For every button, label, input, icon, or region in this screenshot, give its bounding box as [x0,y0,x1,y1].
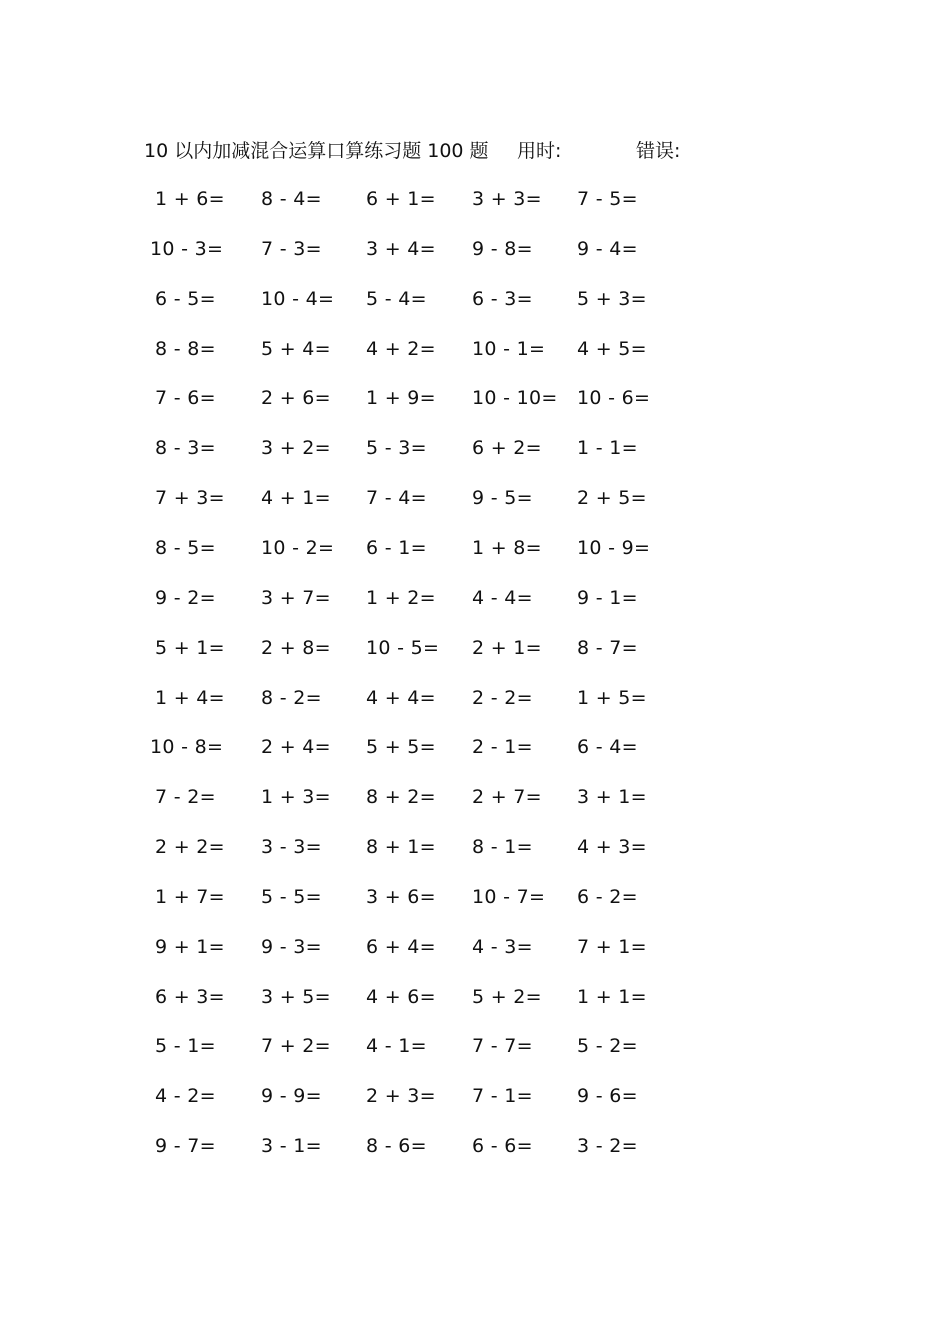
arithmetic-problem: 3 - 1= [261,1135,322,1158]
arithmetic-problem: 2 + 7= [472,786,542,809]
arithmetic-problem: 10 - 9= [577,536,651,559]
arithmetic-problem: 2 + 6= [261,387,331,410]
arithmetic-problem: 2 + 8= [261,636,331,659]
arithmetic-problem: 4 + 5= [577,337,647,360]
arithmetic-problem: 4 + 4= [366,686,436,709]
arithmetic-problem: 5 + 5= [366,736,436,759]
arithmetic-problem: 6 + 1= [366,188,436,210]
arithmetic-problem: 6 - 4= [577,736,638,759]
arithmetic-problem: 3 - 3= [261,836,322,859]
arithmetic-problem: 9 - 5= [472,487,533,510]
arithmetic-problem: 1 + 2= [366,586,436,609]
arithmetic-problem: 6 + 2= [472,437,542,460]
arithmetic-problem: 2 + 3= [366,1085,436,1108]
arithmetic-problem: 5 - 3= [366,437,427,460]
arithmetic-problem: 1 + 6= [155,188,225,210]
arithmetic-problem: 4 + 2= [366,337,436,360]
arithmetic-problem: 10 - 1= [472,337,546,360]
arithmetic-problem: 5 - 5= [261,885,322,908]
arithmetic-problem: 3 + 3= [472,188,542,210]
arithmetic-problem: 4 + 3= [577,836,647,859]
arithmetic-problem: 6 - 3= [472,287,533,310]
arithmetic-problem: 3 + 5= [261,985,331,1008]
arithmetic-problem: 3 + 7= [261,586,331,609]
arithmetic-problem: 9 - 4= [577,237,638,260]
arithmetic-problem: 7 - 5= [577,188,638,210]
arithmetic-problem: 6 + 4= [366,935,436,958]
arithmetic-problem: 8 - 6= [366,1135,427,1158]
arithmetic-problem: 10 - 3= [150,237,224,260]
arithmetic-problem: 9 - 3= [261,935,322,958]
arithmetic-problem: 1 + 4= [155,686,225,709]
arithmetic-problem: 9 + 1= [155,935,225,958]
arithmetic-problem: 7 - 7= [472,1035,533,1058]
arithmetic-problem: 3 + 4= [366,237,436,260]
arithmetic-problem: 5 - 2= [577,1035,638,1058]
arithmetic-problem: 7 + 1= [577,935,647,958]
time-used-label: 用时: [517,140,562,162]
arithmetic-problem: 2 + 1= [472,636,542,659]
arithmetic-problem: 9 - 2= [155,586,216,609]
arithmetic-problem: 7 - 3= [261,237,322,260]
arithmetic-problem: 5 + 4= [261,337,331,360]
arithmetic-problem: 9 - 1= [577,586,638,609]
arithmetic-problem: 1 + 8= [472,536,542,559]
arithmetic-problem: 10 - 2= [261,536,335,559]
arithmetic-problem: 2 + 2= [155,836,225,859]
arithmetic-problem: 7 - 6= [155,387,216,410]
arithmetic-problem: 3 + 2= [261,437,331,460]
arithmetic-problem: 5 - 1= [155,1035,216,1058]
arithmetic-problem: 2 - 1= [472,736,533,759]
arithmetic-problem: 8 - 1= [472,836,533,859]
arithmetic-problem: 8 - 7= [577,636,638,659]
arithmetic-problem: 1 + 5= [577,686,647,709]
arithmetic-problem: 1 + 1= [577,985,647,1008]
arithmetic-problem: 6 - 5= [155,287,216,310]
arithmetic-problem: 10 - 10= [472,387,558,410]
arithmetic-problem: 7 - 2= [155,786,216,809]
arithmetic-problem: 8 - 4= [261,188,322,210]
arithmetic-problem: 10 - 5= [366,636,440,659]
arithmetic-problem: 5 + 3= [577,287,647,310]
arithmetic-problem: 4 - 2= [155,1085,216,1108]
arithmetic-problem: 5 - 4= [366,287,427,310]
arithmetic-problem: 10 - 6= [577,387,651,410]
arithmetic-problem: 8 + 2= [366,786,436,809]
arithmetic-problem: 7 - 1= [472,1085,533,1108]
arithmetic-problem: 6 - 1= [366,536,427,559]
arithmetic-problem: 8 - 3= [155,437,216,460]
arithmetic-problem: 4 + 1= [261,487,331,510]
arithmetic-problem: 1 + 7= [155,885,225,908]
arithmetic-problem: 9 - 7= [155,1135,216,1158]
arithmetic-problem: 7 - 4= [366,487,427,510]
arithmetic-problem: 6 - 2= [577,885,638,908]
arithmetic-problem: 1 + 9= [366,387,436,410]
arithmetic-problem: 10 - 8= [150,736,224,759]
arithmetic-problem: 9 - 6= [577,1085,638,1108]
arithmetic-problem: 8 - 2= [261,686,322,709]
arithmetic-problem: 2 - 2= [472,686,533,709]
arithmetic-problem: 9 - 9= [261,1085,322,1108]
arithmetic-problem: 4 + 6= [366,985,436,1008]
arithmetic-problem: 10 - 4= [261,287,335,310]
arithmetic-problem: 7 + 2= [261,1035,331,1058]
arithmetic-problem: 8 - 5= [155,536,216,559]
arithmetic-problem: 4 - 1= [366,1035,427,1058]
errors-label: 错误: [636,140,681,162]
arithmetic-problem: 1 + 3= [261,786,331,809]
arithmetic-problem: 5 + 2= [472,985,542,1008]
arithmetic-problem: 8 - 8= [155,337,216,360]
arithmetic-problem: 8 + 1= [366,836,436,859]
arithmetic-problem: 6 - 6= [472,1135,533,1158]
worksheet-title: 10 以内加减混合运算口算练习题 100 题 [144,140,489,162]
arithmetic-problem: 4 - 4= [472,586,533,609]
arithmetic-problem: 9 - 8= [472,237,533,260]
arithmetic-problem: 7 + 3= [155,487,225,510]
arithmetic-problem: 3 + 1= [577,786,647,809]
arithmetic-problem: 3 - 2= [577,1135,638,1158]
arithmetic-problem: 6 + 3= [155,985,225,1008]
arithmetic-problem: 1 - 1= [577,437,638,460]
arithmetic-problem: 2 + 5= [577,487,647,510]
arithmetic-problem: 2 + 4= [261,736,331,759]
arithmetic-problem: 5 + 1= [155,636,225,659]
arithmetic-problem: 4 - 3= [472,935,533,958]
arithmetic-problem: 10 - 7= [472,885,546,908]
arithmetic-problem: 3 + 6= [366,885,436,908]
